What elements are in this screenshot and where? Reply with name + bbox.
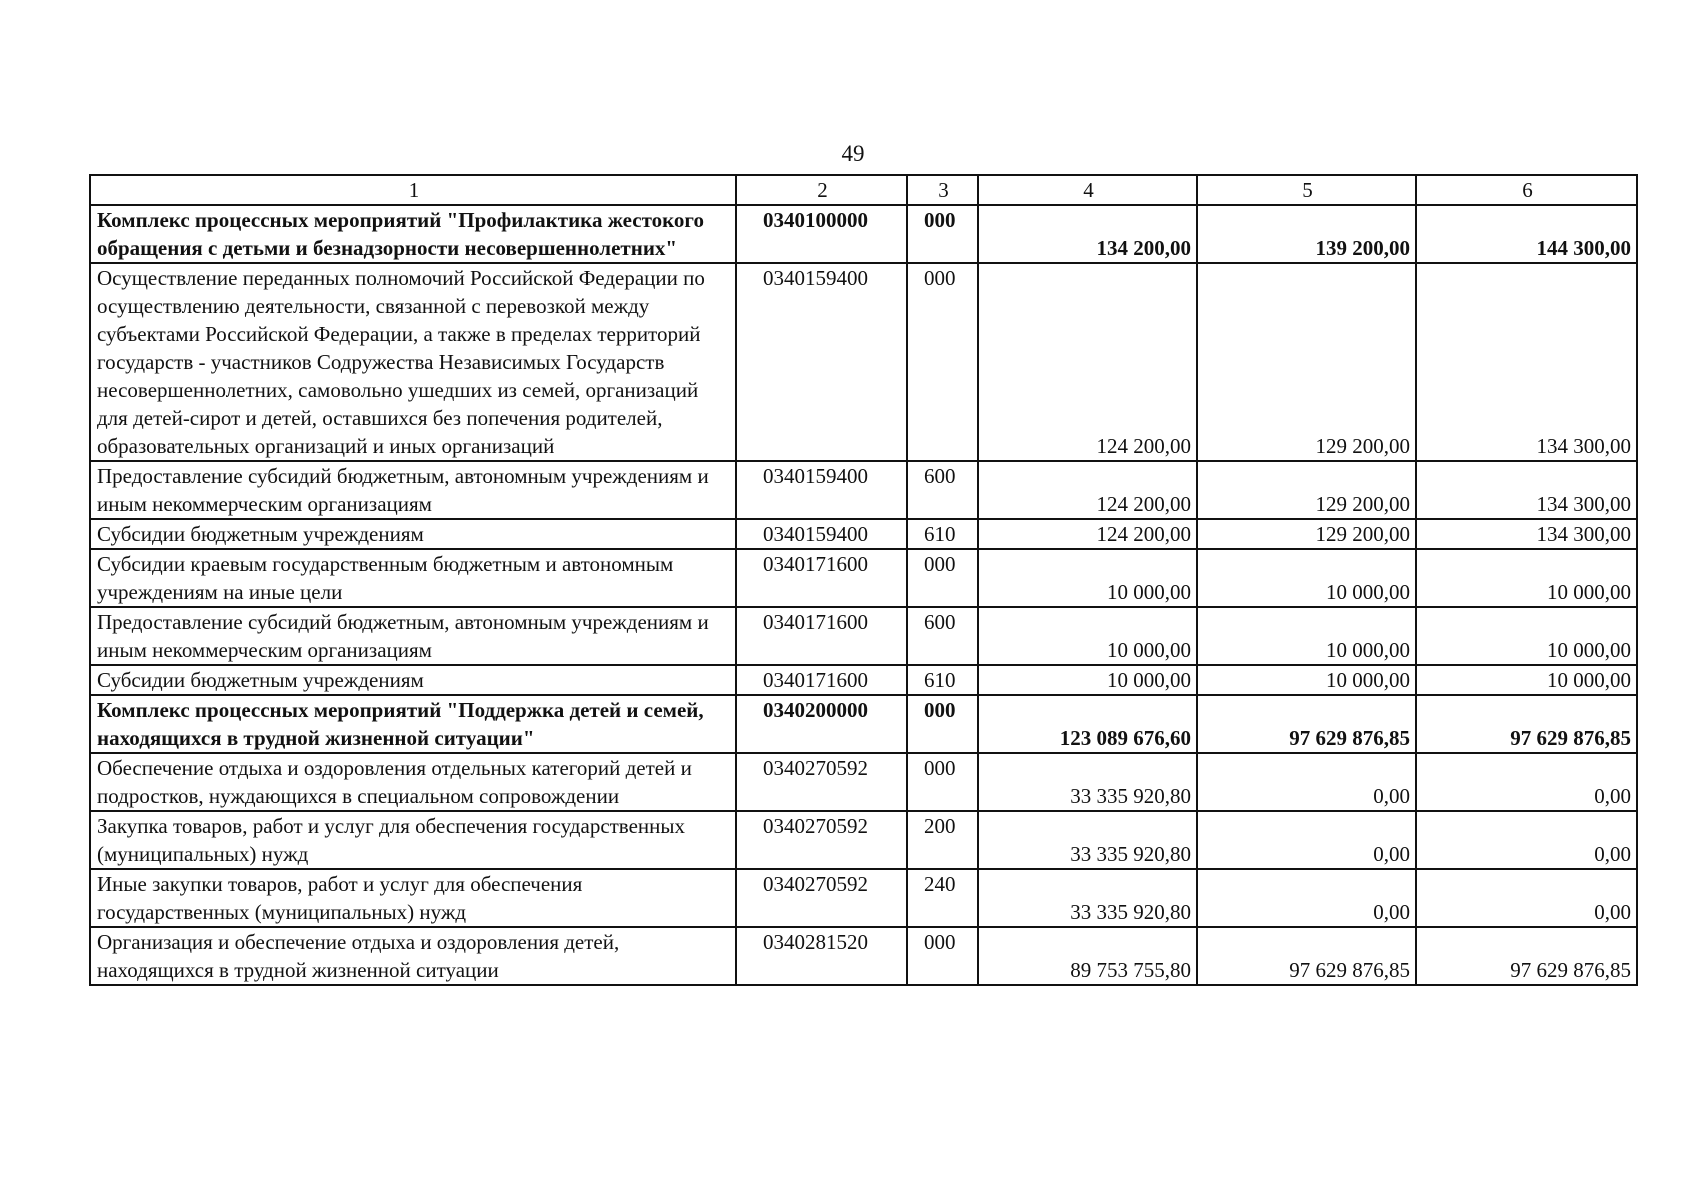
expense-type-code: 000	[907, 205, 978, 263]
header-row	[90, 175, 1637, 205]
amount-col-4: 10 000,00	[978, 607, 1197, 665]
amount-col-5: 97 629 876,85	[1197, 695, 1416, 753]
amount-col-4: 124 200,00	[978, 519, 1197, 549]
item-name: Обеспечение отдыха и оздоровления отдельных категорий детей и подростков, нуждающихся в специальном сопровождении	[90, 753, 736, 811]
item-name: Предоставление субсидий бюджетным, автономным учреждениям и иным некоммерческим организациям	[90, 461, 736, 519]
amount-col-5: 0,00	[1197, 753, 1416, 811]
amount-col-6: 144 300,00	[1416, 205, 1637, 263]
amount-col-4: 124 200,00	[978, 461, 1197, 519]
item-name: Организация и обеспечение отдыха и оздоровления детей, находящихся в трудной жизненной ситуации	[90, 927, 736, 985]
amount-col-6: 10 000,00	[1416, 665, 1637, 695]
table-row	[90, 753, 1637, 811]
header-cell: 4	[978, 175, 1197, 205]
target-code: 0340171600	[736, 607, 907, 665]
target-code: 0340171600	[736, 549, 907, 607]
table-row	[90, 607, 1637, 665]
amount-col-6: 134 300,00	[1416, 263, 1637, 461]
header-cell: 2	[736, 175, 907, 205]
amount-col-6: 97 629 876,85	[1416, 695, 1637, 753]
amount-col-5: 129 200,00	[1197, 461, 1416, 519]
header-cell: 3	[907, 175, 978, 205]
target-code: 0340200000	[736, 695, 907, 753]
amount-col-5: 10 000,00	[1197, 607, 1416, 665]
item-name: Комплекс процессных мероприятий "Поддержка детей и семей, находящихся в трудной жизненной ситуации"	[90, 695, 736, 753]
item-name: Закупка товаров, работ и услуг для обеспечения государственных (муниципальных) нужд	[90, 811, 736, 869]
amount-col-4: 10 000,00	[978, 665, 1197, 695]
amount-col-6: 0,00	[1416, 811, 1637, 869]
table-row	[90, 869, 1637, 927]
budget-table	[89, 174, 1638, 986]
table-row	[90, 549, 1637, 607]
item-name: Субсидии краевым государственным бюджетным и автономным учреждениям на иные цели	[90, 549, 736, 607]
target-code: 0340270592	[736, 811, 907, 869]
amount-col-6: 10 000,00	[1416, 607, 1637, 665]
amount-col-4: 33 335 920,80	[978, 753, 1197, 811]
expense-type-code: 000	[907, 753, 978, 811]
expense-type-code: 610	[907, 519, 978, 549]
amount-col-6: 134 300,00	[1416, 461, 1637, 519]
amount-col-4: 33 335 920,80	[978, 869, 1197, 927]
table-row	[90, 263, 1637, 461]
item-name: Комплекс процессных мероприятий "Профилактика жестокого обращения с детьми и безнадзорности несовершеннолетних"	[90, 205, 736, 263]
expense-type-code: 600	[907, 461, 978, 519]
target-code: 0340281520	[736, 927, 907, 985]
expense-type-code: 200	[907, 811, 978, 869]
amount-col-5: 0,00	[1197, 811, 1416, 869]
expense-type-code: 000	[907, 549, 978, 607]
expense-type-code: 610	[907, 665, 978, 695]
amount-col-4: 134 200,00	[978, 205, 1197, 263]
amount-col-5: 0,00	[1197, 869, 1416, 927]
item-name: Субсидии бюджетным учреждениям	[90, 519, 736, 549]
amount-col-5: 97 629 876,85	[1197, 927, 1416, 985]
amount-col-4: 123 089 676,60	[978, 695, 1197, 753]
amount-col-6: 0,00	[1416, 869, 1637, 927]
amount-col-4: 89 753 755,80	[978, 927, 1197, 985]
amount-col-6: 97 629 876,85	[1416, 927, 1637, 985]
table-row	[90, 927, 1637, 985]
target-code: 0340270592	[736, 869, 907, 927]
amount-col-6: 0,00	[1416, 753, 1637, 811]
item-name: Осуществление переданных полномочий Российской Федерации по осуществлению деятельности, связанной с перевозкой между субъектами Российской Федерации, а также в пределах территорий государств - участников Содружества Независимых Государств несовершеннолетних, самовольно ушедших из семей, организаций для детей-сирот и детей, оставшихся без попечения родителей, образовательных организаций и иных организаций	[90, 263, 736, 461]
header-cell: 5	[1197, 175, 1416, 205]
table-row	[90, 519, 1637, 549]
item-name: Иные закупки товаров, работ и услуг для обеспечения государственных (муниципальных) нужд	[90, 869, 736, 927]
table-row	[90, 811, 1637, 869]
amount-col-5: 10 000,00	[1197, 549, 1416, 607]
item-name: Предоставление субсидий бюджетным, автономным учреждениям и иным некоммерческим организациям	[90, 607, 736, 665]
expense-type-code: 000	[907, 927, 978, 985]
amount-col-6: 134 300,00	[1416, 519, 1637, 549]
target-code: 0340159400	[736, 519, 907, 549]
target-code: 0340171600	[736, 665, 907, 695]
amount-col-4: 124 200,00	[978, 263, 1197, 461]
page-number: 49	[841, 141, 865, 166]
amount-col-4: 10 000,00	[978, 549, 1197, 607]
table-row	[90, 461, 1637, 519]
target-code: 0340159400	[736, 461, 907, 519]
target-code: 0340100000	[736, 205, 907, 263]
item-name: Субсидии бюджетным учреждениям	[90, 665, 736, 695]
target-code: 0340159400	[736, 263, 907, 461]
header-cell: 6	[1416, 175, 1637, 205]
amount-col-5: 10 000,00	[1197, 665, 1416, 695]
table-row	[90, 665, 1637, 695]
header-cell: 1	[90, 175, 736, 205]
amount-col-5: 129 200,00	[1197, 519, 1416, 549]
table-row	[90, 205, 1637, 263]
amount-col-5: 139 200,00	[1197, 205, 1416, 263]
expense-type-code: 600	[907, 607, 978, 665]
amount-col-5: 129 200,00	[1197, 263, 1416, 461]
table-row	[90, 695, 1637, 753]
expense-type-code: 000	[907, 263, 978, 461]
amount-col-4: 33 335 920,80	[978, 811, 1197, 869]
target-code: 0340270592	[736, 753, 907, 811]
amount-col-6: 10 000,00	[1416, 549, 1637, 607]
expense-type-code: 240	[907, 869, 978, 927]
expense-type-code: 000	[907, 695, 978, 753]
